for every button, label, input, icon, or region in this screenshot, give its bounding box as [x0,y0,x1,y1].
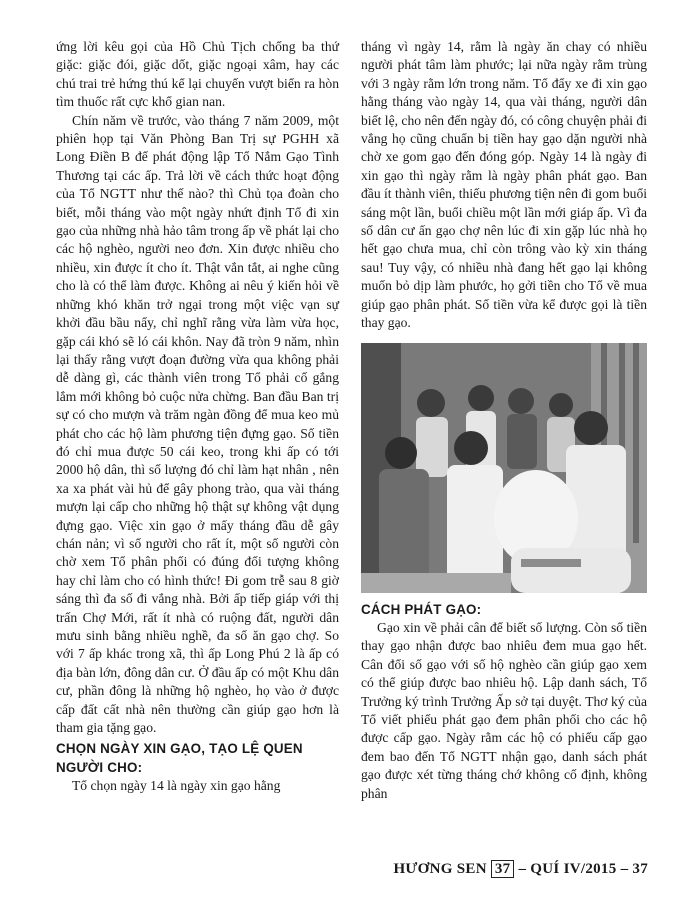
paragraph: Chín năm về trước, vào tháng 7 năm 2009, một phiên họp tại Văn Phòng Ban Trị sự PGHH xã Long Điền B để phát động lập Tổ Nắm Gạo Tình Thương tại các ấp. Trả lời về cách thức hoạt động của Tổ NGTT như thế nào? thì Chủ tọa đoàn cho biết, mỗi tháng vào một ngày nhứt định Tổ đi xin gạo của những nhà hảo tâm trong ấp về phát lại cho các hộ nghèo, người neo đơn. Xin được nhiều cho nhiều, xin được ít cho ít. Thật vắn tắt, ai nghe cũng cho là có thể làm được. Không ai nêu ý kiến hỏi về những khó khăn trở ngại trong một việc vạn sự khởi đầu bầu nẩy, chỉ nghĩ rằng vừa làm vừa học, gặp cái khó sẽ ló cái khôn. Nay đã tròn 9 năm, nhìn lại thấy rằng vượt đoạn đường vừa qua không phải dễ dàng gì, các thành viên trong Tổ phải cố gắng lắm mới không bỏ cuộc nửa chừng. Ban đầu Ban trị sự có cho mượn và trăm ngàn đồng để mua keo mủ phát cho các hộ làm phương tiện đựng gạo. Số tiền đó chỉ mua được 50 cái keo, trong khi ấp có tới 2000 hộ dân, thì số lượng đó chỉ làm hạt nhân , nên xa xa phát vài hủ để gây phong trào, qua vài tháng mượn lại cấp cho những hộ thật sự không vật dụng đựng gạo. Việc xin gạo ở mấy tháng đầu dễ gây chán nản; vì số người cho rất ít, một số người còn chờ xem Tổ phân phối có đúng đối tượng không hay chỉ làm cho có hình thức! Đi gom trễ sau 8 giờ sáng thì đa số đi vắng nhà. Bởi ấp tiếp giáp với thị trấn Chợ Mới, rất ít nhà có ruộng đất, người dân mưu sinh bằng nhiều nghề, đa số ăn gạo chợ. So với 7 ấp khác trong xã, thì ấp Long Phú 2 là ấp có địa bàn lớn, đông dân cư. Ở đầu ấp có một Khu dân cư, phần đông là những hộ nghèo, họ vào ở được cấp đất cất nhà nên thường cần giúp gạo hơn là tham gia tặng gạo. [56,112,339,736]
section-heading: CÁCH PHÁT GẠO: [361,601,482,617]
paragraph: ứng lời kêu gọi của Hồ Chủ Tịch chống ba thứ giặc: giặc đói, giặc dốt, giặc ngoại xâm, hay các chú trai trẻ hứng thú kể lại chuyến vượt biển ra hòn tìm thuốc rất cực khổ gian nan. [56,39,339,110]
paragraph: Gạo xin về phải cân để biết số lượng. Còn số tiền thay gạo nhận được bao nhiêu đem mua gạo hết. Cân đối số gạo với số hộ nghèo cần giúp gạo xem có thể giúp được bao nhiêu hộ. Lập danh sách, Tổ Trưởng ký trình Trưởng Ấp sở tại duyệt. Thơ ký của Tổ viết phiếu phát gạo đem phân phối cho các hộ được cấp gạo. Ngày rằm các hộ có phiếu cấp gạo đem bao đến Tổ NGTT nhận gạo, danh sách phát gạo được xét từng tháng chớ không cố định, không phân [361,619,647,801]
issue-number-box: 37 [491,860,515,878]
rice-distribution-photo [361,343,647,593]
paragraph: tháng vì ngày 14, rằm là ngày ăn chay có nhiều người phát tâm làm phước; lại nữa ngày rằm trùng với 3 ngày rằm lớn trong năm. Tổ đẩy xe đi xin gạo hằng tháng vào ngày 14, qua vài tháng, người dân biết lệ, cho nên đến ngày đó, có công chuyện phải đi vắng họ cũng chuẩn bị tiền hay gạo dặn người nhà chờ xe gom gạo đến đóng góp. Ngày 14 là ngày đi xin gạo thì ngày rằm là ngày phân phát gạo. Ban đầu ít thành viên, thiếu phương tiện nên đi gom buổi sáng một lần, buổi chiều một lần mới giáp ấp. Vì đa số dân cư ấn gạo chợ nên lúc đi xin gặp lúc nhà họ hết gạo chưa mua, chỉ còn trông vào kỳ xin tháng sau! Tuy vậy, có nhiều nhà đang hết gạo lại không muốn bỏ dịp làm phước, họ gởi tiền cho Tổ về mua giúp gạo phân phát. Số tiền vừa kể được gọi là tiền thay gạo. [361,39,648,331]
photo-illustration [361,343,647,593]
magazine-name: HƯƠNG SEN [393,860,487,877]
page-number: 37 [632,860,648,877]
issue-label: – QUÍ IV/2015 – [518,860,629,877]
section-heading: CHỌN NGÀY XIN GẠO, TẠO LỆ QUEN NGƯỜI CHO: [56,741,303,775]
page-footer [393,860,648,878]
paragraph: Tổ chọn ngày 14 là ngày xin gạo hằng [72,778,281,794]
right-column [361,38,647,803]
left-column [56,38,339,796]
